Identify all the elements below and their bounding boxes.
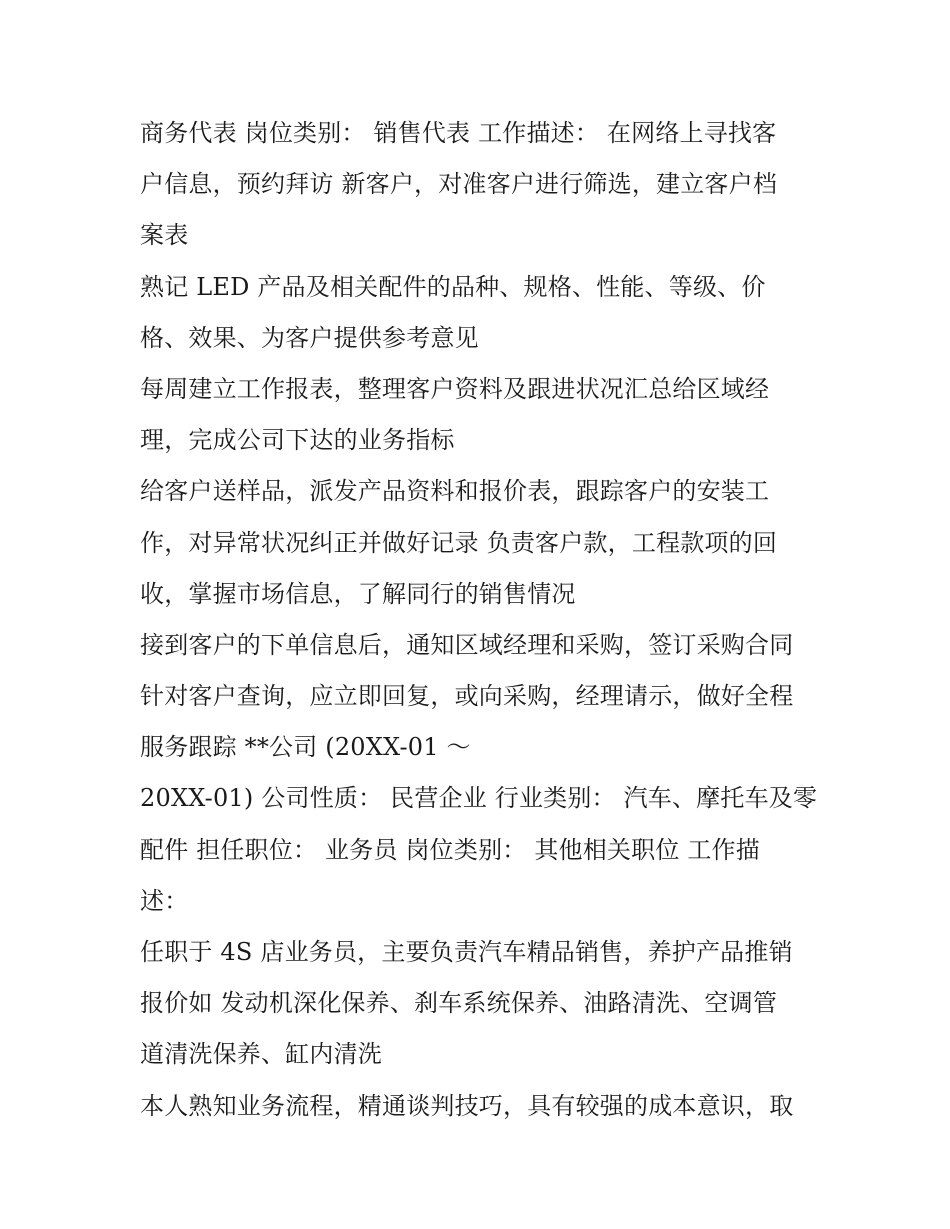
text-line-7: 理，完成公司下达的业务指标 [140,426,455,455]
text-line-6: 每周建立工作报表，整理客户资料及跟进状况汇总给区域经 [140,374,770,403]
text-line-3: 案表 [140,221,189,250]
document-body [140,108,820,1132]
text-line-12: 针对客户查询，应立即回复，或向采购，经理请示，做好全程 [140,682,794,711]
text-line-4: 熟记 LED 产品及相关配件的品种、规格、性能、等级、价 [140,272,766,301]
text-line-9: 作，对异常状况纠正并做好记录 负责客户款，工程款项的回 [140,528,778,557]
text-line-5: 格、效果、为客户提供参考意见 [140,323,479,352]
text-line-18: 报价如 发动机深化保养、刹车系统保养、油路清洗、空调管 [140,989,778,1018]
text-line-17: 任职于 4S 店业务员，主要负责汽车精品销售，养护产品推销 [140,938,793,966]
text-line-11: 接到客户的下单信息后，通知区域经理和采购，签订采购合同 [140,630,794,659]
text-line-10: 收，掌握市场信息，了解同行的销售情况 [140,579,576,608]
text-line-16: 述： [140,886,189,915]
text-line-19: 道清洗保养、缸内清洗 [140,1040,382,1069]
text-line-15: 配件 担任职位： 业务员 岗位类别： 其他相关职位 工作描 [140,835,760,864]
text-line-20: 本人熟知业务流程，精通谈判技巧，具有较强的成本意识，取 [140,1091,794,1120]
text-line-2: 户信息，预约拜访 新客户，对准客户进行筛选，建立客户档 [140,170,778,199]
text-line-14: 20XX-01) 公司性质： 民营企业 行业类别： 汽车、摩托车及零 [140,784,818,813]
text-line-8: 给客户送样品，派发产品资料和报价表，跟踪客户的安装工 [140,477,770,506]
text-line-13: 服务跟踪 **公司 (20XX-01 ～ [140,733,471,762]
text-line-1: 商务代表 岗位类别： 销售代表 工作描述： 在网络上寻找客 [140,119,777,147]
